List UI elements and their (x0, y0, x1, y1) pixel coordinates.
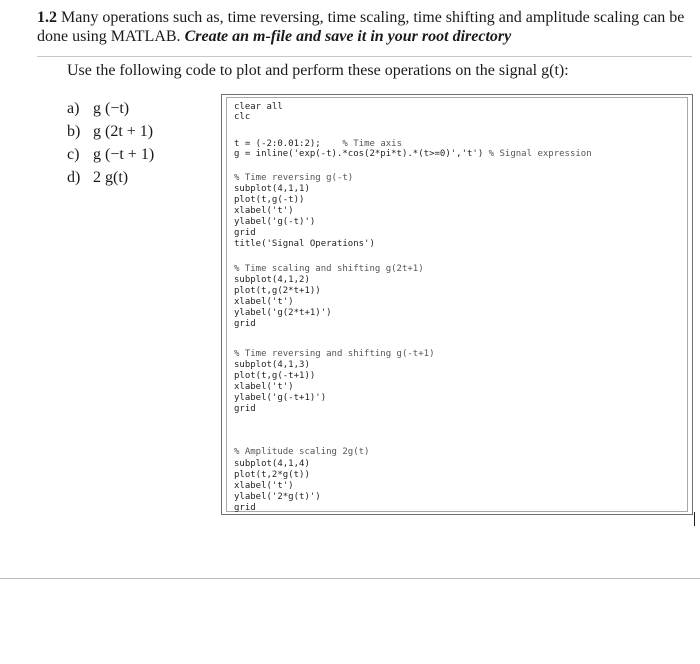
code-line: grid (234, 228, 256, 238)
code-line: grid (234, 503, 256, 513)
code-line: plot(t,g(-t+1)) (234, 371, 316, 381)
code-line: clc (234, 112, 251, 122)
option-c (67, 143, 154, 166)
code-line: xlabel('t') (234, 382, 294, 392)
code-line: grid (234, 404, 256, 414)
code-line: ylabel('2*g(t)') (234, 492, 321, 502)
code-line: subplot(4,1,4) (234, 459, 310, 469)
code-line: xlabel('t') (234, 297, 294, 307)
option-list (67, 97, 154, 189)
code-frame (226, 97, 688, 512)
option-b (67, 120, 154, 143)
code-line: plot(t,g(-t)) (234, 195, 305, 205)
option-a (67, 97, 154, 120)
question-emphasis: Create an m-file and save it in your root directory (184, 28, 512, 45)
code-comment: % Time scaling and shifting g(2t+1) (234, 264, 424, 274)
code-line: subplot(4,1,2) (234, 275, 310, 285)
code-line: ylabel('g(-t)') (234, 217, 316, 227)
option-expr: g (2t + 1) (93, 123, 154, 140)
code-line: grid (234, 319, 256, 329)
question-number: 1.2 (37, 9, 57, 26)
code-line: ylabel('g(-t+1)') (234, 393, 327, 403)
option-expr: 2 g(t) (93, 169, 129, 186)
divider (37, 56, 692, 57)
option-expr: g (−t) (93, 100, 130, 117)
option-label: c) (67, 146, 80, 163)
code-line: xlabel('t') (234, 481, 294, 491)
scan-edge-mark (694, 512, 699, 526)
code-line: xlabel('t') (234, 206, 294, 216)
option-expr: g (−t + 1) (93, 146, 155, 163)
code-comment: % Amplitude scaling 2g(t) (234, 447, 370, 457)
option-label: a) (67, 100, 80, 117)
code-comment: % Time reversing g(-t) (234, 173, 354, 183)
code-line: plot(t,2*g(t)) (234, 470, 310, 480)
code-line: subplot(4,1,3) (234, 360, 310, 370)
bottom-divider (0, 578, 700, 579)
option-d (67, 166, 154, 189)
option-label: b) (67, 123, 81, 140)
code-line: subplot(4,1,1) (234, 184, 310, 194)
code-comment: % Time reversing and shifting g(-t+1) (234, 349, 435, 359)
code-listing (221, 94, 693, 515)
instruction-text: Use the following code to plot and perform these operations on the signal g(t): (67, 62, 569, 79)
code-line: plot(t,g(2*t+1)) (234, 286, 321, 296)
question-body: Many operations such as, time reversing, time scaling, time shifting and amplitude scaling can be done using MATLAB. (37, 9, 685, 45)
code-line: g = inline('exp(-t).*cos(2*pi*t).*(t>=0)','t') % Signal expression (234, 149, 592, 159)
code-line: title('Signal Operations') (234, 239, 375, 249)
code-line: clear all (234, 102, 283, 112)
code-line: t = (-2:0.01:2); % Time axis (234, 139, 402, 149)
code-line: ylabel('g(2*t+1)') (234, 308, 332, 318)
question-text (37, 8, 687, 46)
option-label: d) (67, 169, 81, 186)
